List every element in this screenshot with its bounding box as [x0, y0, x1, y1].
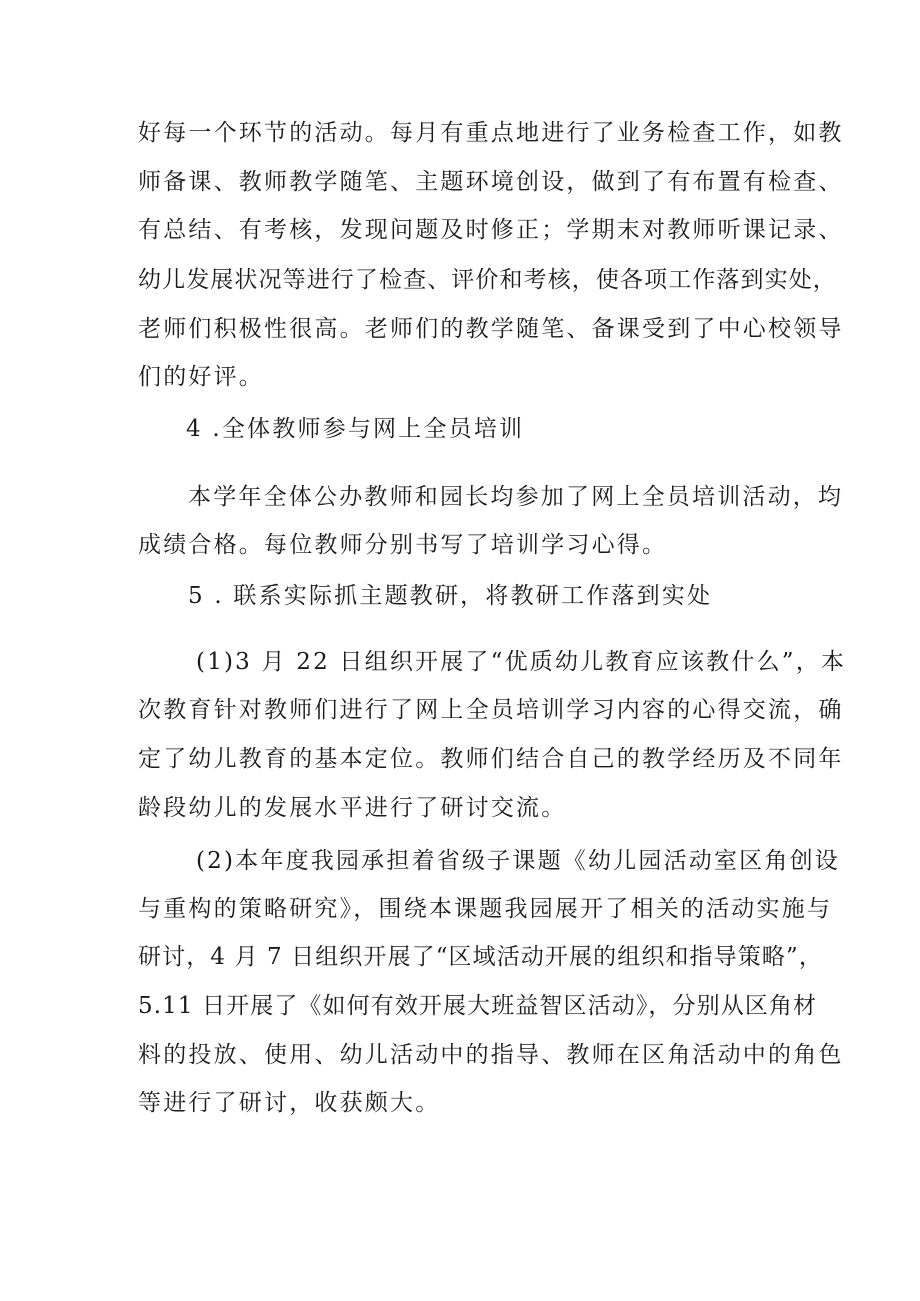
paragraph-line: 老师们积极性很高。老师们的教学随笔、备课受到了中心校领导 [138, 316, 844, 342]
section-heading: 4 .全体教师参与网上全员培训 [186, 416, 525, 442]
paragraph-line: 有总结、有考核，发现问题及时修正；学期末对教师听课记录、 [138, 217, 844, 243]
paragraph-line: 研讨，4 月 7 日组织开展了“区域活动开展的组织和指导策略”， [138, 944, 823, 970]
paragraph-line: 成绩合格。每位教师分别书写了培训学习心得。 [138, 532, 668, 558]
paragraph-line: (1)3 月 22 日组织开展了“优质幼儿教育应该教什么”，本 [196, 649, 847, 675]
section-heading: 5 . 联系实际抓主题教研，将教研工作落到实处 [188, 583, 713, 609]
paragraph-line: 等进行了研讨，收获颇大。 [138, 1090, 441, 1116]
paragraph-line: 们的好评。 [138, 364, 264, 390]
paragraph-line: 本学年全体公办教师和园长均参加了网上全员培训活动，均 [188, 484, 844, 510]
paragraph-line: 5.11 日开展了《如何有效开展大班益智区活动》，分别从区角材 [138, 993, 818, 1019]
paragraph-line: (2)本年度我园承担着省级子课题《幼儿园活动室区角创设 [196, 848, 840, 874]
paragraph-line: 幼儿发展状况等进行了检查、评价和考核，使各项工作落到实处， [138, 267, 837, 293]
paragraph-line: 次教育针对教师们进行了网上全员培训学习内容的心得交流，确 [138, 697, 844, 723]
paragraph-line: 与重构的策略研究》，围绕本课题我园展开了相关的活动实施与 [138, 896, 833, 922]
paragraph-line: 龄段幼儿的发展水平进行了研讨交流。 [138, 795, 567, 821]
paragraph-line: 定了幼儿教育的基本定位。教师们结合自己的教学经历及不同年 [138, 746, 844, 772]
paragraph-line: 好每一个环节的活动。每月有重点地进行了业务检查工作，如教 [138, 120, 844, 146]
paragraph-line: 料的投放、使用、幼儿活动中的指导、教师在区角活动中的角色 [138, 1042, 844, 1068]
paragraph-line: 师备课、教师教学随笔、主题环境创设，做到了有布置有检查、 [138, 169, 844, 195]
